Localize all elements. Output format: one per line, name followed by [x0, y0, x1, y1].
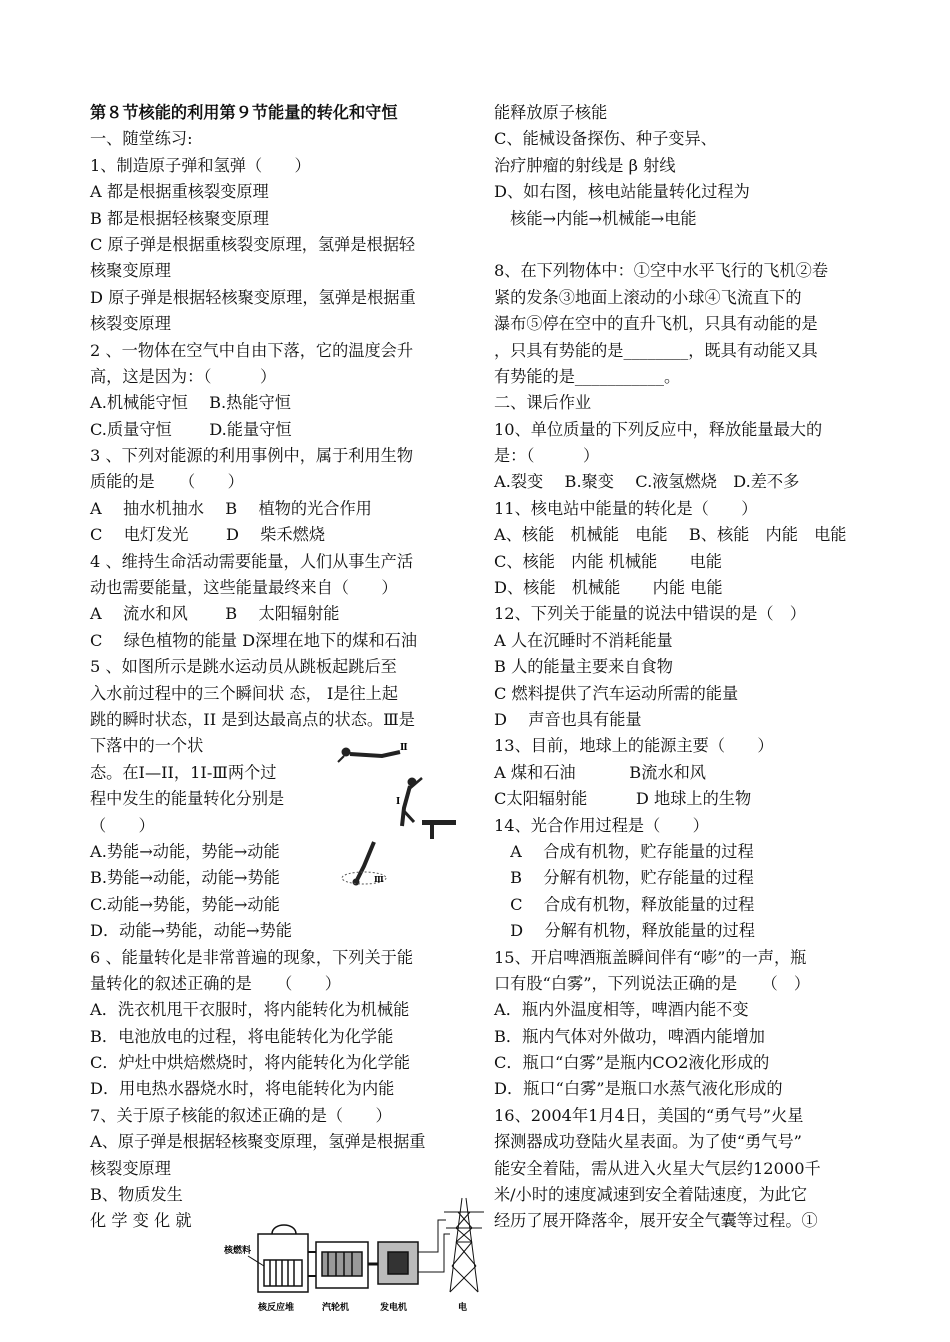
- grid-label: 电: [458, 1303, 468, 1313]
- text-line: 2 、一物体在空气中自由下落，它的温度会升: [90, 340, 414, 360]
- generator-icon: [378, 1242, 418, 1284]
- text-line: D、核能 机械能 内能 电能: [494, 578, 723, 598]
- text-line: 是：（ ）: [494, 446, 600, 466]
- right-column: [494, 100, 869, 1235]
- text-line: 紧的发条③地面上滚动的小球④飞流直下的: [494, 287, 802, 307]
- text-line: C、核能 内能 机械能 电能: [494, 551, 722, 571]
- text-line: 治疗肿瘤的射线是 β 射线: [494, 155, 676, 175]
- text-line: 质能的是 （ ）: [90, 472, 244, 492]
- text-line: C、能械设备探伤、种子变异、: [494, 129, 717, 149]
- text-line: D 分解有机物，释放能量的过程: [494, 921, 755, 941]
- text-line: D 声音也具有能量: [494, 709, 642, 729]
- text-line: 核裂变原理: [90, 1158, 171, 1178]
- text-line: C 绿色植物的能量 D深埋在地下的煤和石油: [90, 630, 418, 650]
- text-line: 12、下列关于能量的说法中错误的是（ ）: [494, 604, 806, 624]
- left-column: [90, 100, 465, 1235]
- text-line: 一、随堂练习:: [90, 129, 193, 149]
- text-line: 下落中的一个状: [90, 736, 204, 756]
- text-line: 米/小时的速度减速到安全着陆速度，为此它: [494, 1185, 808, 1205]
- label-state-3: Ⅲ: [374, 874, 384, 884]
- fuel-label: 核燃料: [224, 1246, 252, 1256]
- text-line: D 原子弹是根据轻核聚变原理，氢弹是根据重: [90, 287, 416, 307]
- text-line: [494, 232, 869, 258]
- text-line: B．电池放电的过程，将电能转化为化学能: [90, 1026, 394, 1046]
- reactor-icon: [258, 1225, 308, 1292]
- text-line: A 流水和风 B 太阳辐射能: [90, 604, 340, 624]
- text-line: 7、关于原子核能的叙述正确的是（ ）: [90, 1105, 392, 1125]
- diving-board: [422, 820, 456, 825]
- text-line: ，只具有势能的是________，既具有动能又具: [494, 340, 818, 360]
- text-line: 口有股“白雾”，下列说法正确的是 （ ）: [494, 973, 811, 993]
- text-line: C 原子弹是根据重核裂变原理，氢弹是根据轻: [90, 234, 416, 254]
- text-line: 化 学 变 化 就: [90, 1211, 192, 1231]
- diver-state-1: [402, 778, 422, 826]
- text-line: 1、制造原子弹和氢弹（ ）: [90, 155, 311, 175]
- text-line: A.势能→动能，势能→动能: [90, 841, 280, 861]
- text-line: 二、课后作业: [494, 393, 592, 413]
- text-line: 能安全着陆，需从进入火星大气层约12000千: [494, 1158, 821, 1178]
- text-line: 能释放原子核能: [494, 103, 608, 122]
- text-line: 跳的瞬时状态，II 是到达最高点的状态。Ⅲ是: [90, 709, 415, 729]
- power-pylon-icon: [444, 1198, 484, 1292]
- text-line: 有势能的是___________。: [494, 366, 681, 386]
- text-line: A．洗衣机甩干衣服时，将内能转化为机械能: [90, 1000, 410, 1020]
- text-line: 5 、如图所示是跳水运动员从跳板起跳后至: [90, 657, 397, 677]
- text-line: D．动能→势能，动能→势能: [90, 921, 292, 941]
- text-line: B 分解有机物，贮存能量的过程: [494, 868, 754, 888]
- text-line: 态。在Ⅰ—II，1I-Ⅲ两个过: [90, 762, 277, 782]
- text-line: 3 、下列对能源的利用事例中，属于利用生物: [90, 446, 414, 466]
- text-line: 核裂变原理: [90, 314, 171, 334]
- text-line: 11、核电站中能量的转化是（ ）: [494, 498, 758, 518]
- text-line: A.裂变 B.聚变 C.液氢燃烧 D.差不多: [494, 472, 800, 492]
- text-line: 14、光合作用过程是（ ）: [494, 815, 709, 835]
- text-line: A、核能 机械能 电能 B、核能 内能 电能: [494, 525, 847, 545]
- text-line: B 人的能量主要来自食物: [494, 657, 673, 677]
- text-line: 16、2004年1月4日，美国的“勇气号”火星: [494, 1105, 804, 1125]
- text-line: B.势能→动能，动能→势能: [90, 868, 280, 888]
- text-line: A 都是根据重核裂变原理: [90, 182, 269, 202]
- diver-state-3: [353, 842, 374, 885]
- generator-label: 发电机: [380, 1303, 408, 1313]
- label-state-2: Ⅱ: [400, 743, 408, 753]
- text-line: 经历了展开降落伞，展开安全气囊等过程。①: [494, 1211, 818, 1231]
- text-line: 4 、维持生命活动需要能量，人们从事生产活: [90, 551, 414, 571]
- nuclear-plant-figure: [222, 1194, 484, 1318]
- text-line: C.动能→势能，势能→动能: [90, 894, 280, 914]
- text-line: 核聚变原理: [90, 261, 171, 281]
- text-line: 8、在下列物体中：①空中水平飞行的飞机②卷: [494, 261, 829, 281]
- text-line: 入水前过程中的三个瞬间状 态， Ⅰ是往上起: [90, 683, 399, 703]
- text-line: 10、单位质量的下列反应中，释放能量最大的: [494, 419, 823, 439]
- text-line: 15、开启啤酒瓶盖瞬间伴有“嘭”的一声，瓶: [494, 947, 807, 967]
- text-line: 核能→内能→机械能→电能: [494, 208, 697, 228]
- text-line: A.机械能守恒 B.热能守恒: [90, 393, 291, 413]
- text-line: 动也需要能量，这些能量最终来自（ ）: [90, 578, 398, 598]
- turbine-icon: [316, 1242, 368, 1288]
- text-line: C 合成有机物，释放能量的过程: [494, 894, 755, 914]
- text-line: 6 、能量转化是非常普遍的现象，下列关于能: [90, 947, 414, 967]
- text-line: 程中发生的能量转化分别是: [90, 789, 285, 809]
- label-state-1: Ⅰ: [396, 797, 401, 807]
- text-line: 高，这是因为：（ ）: [90, 366, 277, 386]
- turbine-label: 汽轮机: [322, 1303, 350, 1313]
- diver-state-2: [338, 748, 400, 762]
- text-line: 探测器成功登陆火星表面。为了使“勇气号”: [494, 1132, 802, 1152]
- text-line: 13、目前，地球上的能源主要（ ）: [494, 736, 774, 756]
- text-line: C 燃料提供了汽车运动所需的能量: [494, 683, 739, 703]
- text-line: D、如右图，核电站能量转化过程为: [494, 182, 750, 202]
- text-line: A．瓶内外温度相等，啤酒内能不变: [494, 1000, 749, 1020]
- text-line: C.质量守恒 D.能量守恒: [90, 419, 292, 439]
- text-line: D．用电热水器烧水时，将电能转化为内能: [90, 1079, 395, 1099]
- text-line: D．瓶口“白雾”是瓶口水蒸气液化形成的: [494, 1079, 783, 1099]
- text-line: A 人在沉睡时不消耗能量: [494, 630, 673, 650]
- reactor-label: 核反应堆: [258, 1303, 295, 1313]
- text-line: B、物质发生: [90, 1185, 183, 1205]
- page-title: 第８节核能的利用第９节能量的转化和守恒: [90, 103, 398, 122]
- text-line: B．瓶内气体对外做功，啤酒内能增加: [494, 1026, 765, 1046]
- text-line: C．瓶口“白雾”是瓶内CO2液化形成的: [494, 1053, 770, 1073]
- text-line: A 煤和石油 B流水和风: [494, 762, 706, 782]
- text-line: C．炉灶中烘焙燃烧时，将内能转化为化学能: [90, 1053, 410, 1073]
- text-line: C 电灯发光 D 柴禾燃烧: [90, 525, 326, 545]
- diver-figure: [330, 738, 460, 888]
- text-line: C太阳辐射能 D 地球上的生物: [494, 789, 752, 809]
- text-line: A 抽水机抽水 B 植物的光合作用: [90, 498, 372, 518]
- text-line: 量转化的叙述正确的是 （ ）: [90, 973, 341, 993]
- text-line: A、原子弹是根据轻核聚变原理，氢弹是根据重: [90, 1132, 426, 1152]
- text-line: B 都是根据轻核聚变原理: [90, 208, 269, 228]
- text-line: 瀑布⑤停在空中的直升飞机，只具有动能的是: [494, 314, 818, 334]
- text-line: （ ）: [90, 815, 155, 835]
- text-line: A 合成有机物，贮存能量的过程: [494, 841, 754, 861]
